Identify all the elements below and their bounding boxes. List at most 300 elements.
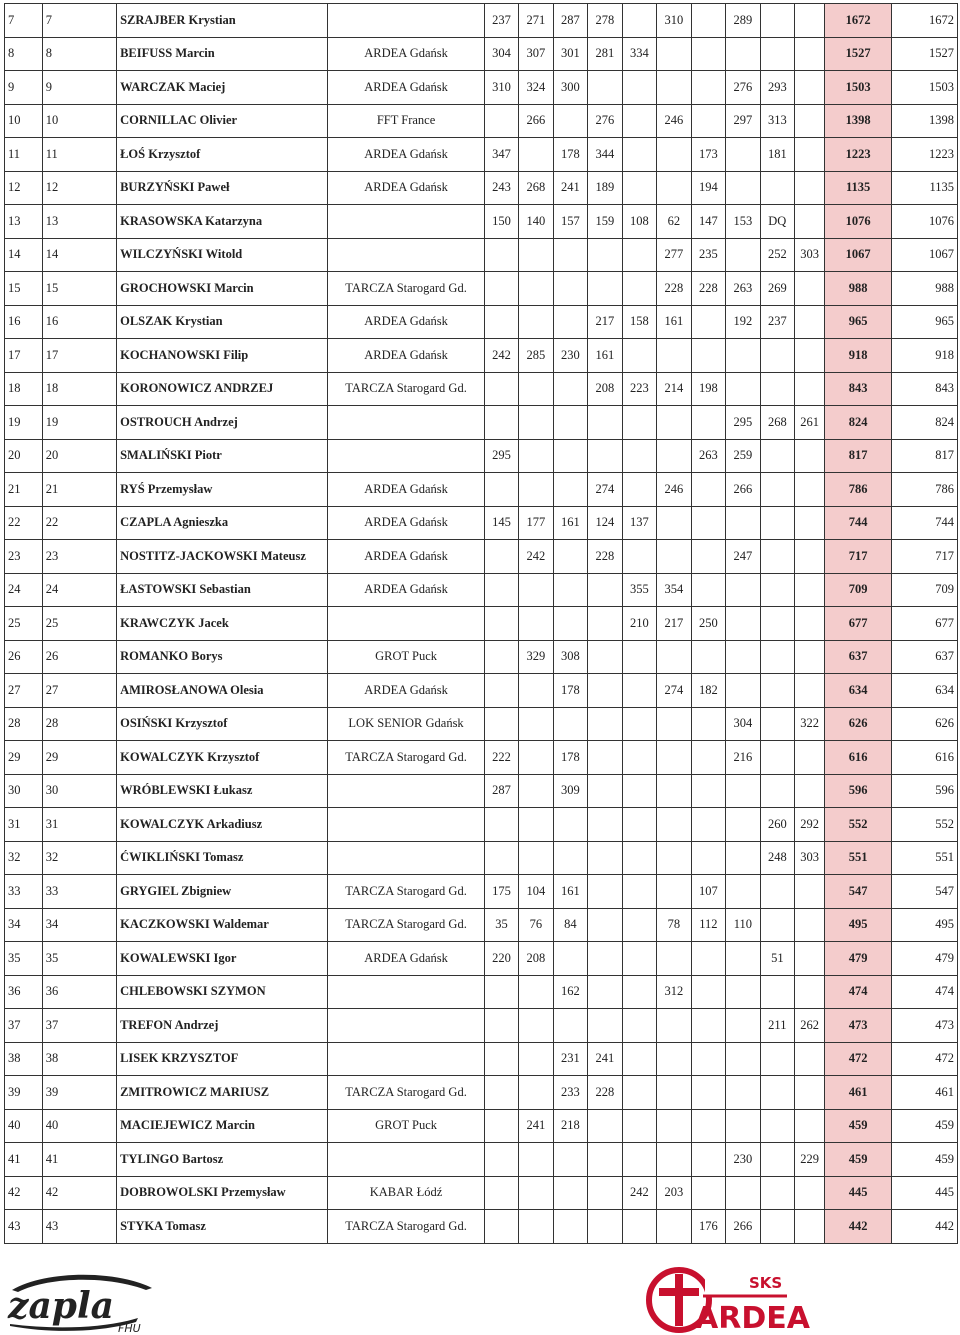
table-row	[5, 506, 958, 540]
total-cell: 442	[892, 1210, 958, 1244]
number-cell: 14	[42, 238, 116, 272]
competitor-name: CZAPLA Agnieszka	[117, 506, 328, 540]
sum-cell: 552	[825, 808, 892, 842]
score-cell	[795, 37, 825, 71]
score-cell	[795, 674, 825, 708]
score-cell: 268	[519, 171, 553, 205]
score-cell	[588, 71, 622, 105]
table-row	[5, 607, 958, 641]
svg-text:zapla: zapla	[8, 1285, 114, 1327]
score-cell	[726, 372, 760, 406]
score-cell: 276	[588, 104, 622, 138]
table-row	[5, 573, 958, 607]
score-cell	[622, 741, 656, 775]
total-cell: 988	[892, 272, 958, 306]
competitor-name: NOSTITZ-JACKOWSKI Mateusz	[117, 540, 328, 574]
score-cell	[553, 607, 587, 641]
club-cell	[328, 975, 484, 1009]
results-body	[5, 4, 958, 1244]
total-cell: 677	[892, 607, 958, 641]
sum-cell: 474	[825, 975, 892, 1009]
score-cell: 250	[691, 607, 725, 641]
score-cell: 178	[553, 138, 587, 172]
club-cell: GROT Puck	[328, 640, 484, 674]
score-cell	[622, 707, 656, 741]
score-cell: 276	[726, 71, 760, 105]
total-cell: 626	[892, 707, 958, 741]
competitor-name: DOBROWOLSKI Przemysław	[117, 1176, 328, 1210]
table-row	[5, 975, 958, 1009]
table-row	[5, 875, 958, 909]
table-row	[5, 305, 958, 339]
score-cell	[726, 1076, 760, 1110]
score-cell	[691, 942, 725, 976]
score-cell	[726, 238, 760, 272]
total-cell: 786	[892, 473, 958, 507]
score-cell	[622, 875, 656, 909]
score-cell: 210	[622, 607, 656, 641]
competitor-name: AMIROSŁANOWA Olesia	[117, 674, 328, 708]
club-cell: ARDEA Gdańsk	[328, 37, 484, 71]
score-cell	[726, 1109, 760, 1143]
score-cell	[519, 573, 553, 607]
total-cell: 552	[892, 808, 958, 842]
club-cell	[328, 1009, 484, 1043]
score-cell	[760, 707, 794, 741]
score-cell: 192	[726, 305, 760, 339]
place-cell: 25	[5, 607, 43, 641]
score-cell: 355	[622, 573, 656, 607]
score-cell: 189	[588, 171, 622, 205]
sum-cell: 918	[825, 339, 892, 373]
score-cell	[519, 707, 553, 741]
score-cell	[588, 875, 622, 909]
table-row	[5, 205, 958, 239]
score-cell	[484, 841, 518, 875]
score-cell	[657, 1076, 691, 1110]
place-cell: 36	[5, 975, 43, 1009]
table-row	[5, 1176, 958, 1210]
number-cell: 9	[42, 71, 116, 105]
score-cell	[691, 540, 725, 574]
place-cell: 15	[5, 272, 43, 306]
score-cell	[795, 540, 825, 574]
score-cell	[553, 1176, 587, 1210]
score-cell	[795, 473, 825, 507]
place-cell: 33	[5, 875, 43, 909]
score-cell	[484, 372, 518, 406]
score-cell: 277	[657, 238, 691, 272]
score-cell: 211	[760, 1009, 794, 1043]
score-cell	[519, 1143, 553, 1177]
number-cell: 36	[42, 975, 116, 1009]
score-cell	[726, 573, 760, 607]
total-cell: 596	[892, 774, 958, 808]
club-cell	[328, 774, 484, 808]
total-cell: 472	[892, 1042, 958, 1076]
club-cell: TARCZA Starogard Gd.	[328, 372, 484, 406]
place-cell: 26	[5, 640, 43, 674]
score-cell	[795, 104, 825, 138]
score-cell	[795, 1176, 825, 1210]
place-cell: 19	[5, 406, 43, 440]
place-cell: 7	[5, 4, 43, 38]
club-cell: ARDEA Gdańsk	[328, 506, 484, 540]
score-cell	[657, 506, 691, 540]
score-cell	[691, 305, 725, 339]
score-cell	[588, 908, 622, 942]
score-cell	[691, 104, 725, 138]
score-cell	[691, 573, 725, 607]
score-cell	[588, 238, 622, 272]
score-cell	[588, 439, 622, 473]
score-cell: 308	[553, 640, 587, 674]
score-cell	[657, 171, 691, 205]
score-cell	[553, 1210, 587, 1244]
score-cell: 159	[588, 205, 622, 239]
score-cell	[588, 808, 622, 842]
score-cell	[588, 942, 622, 976]
competitor-name: ĆWIKLIŃSKI Tomasz	[117, 841, 328, 875]
score-cell	[484, 573, 518, 607]
place-cell: 27	[5, 674, 43, 708]
sum-cell: 1672	[825, 4, 892, 38]
score-cell: 266	[519, 104, 553, 138]
score-cell	[657, 71, 691, 105]
number-cell: 12	[42, 171, 116, 205]
score-cell: 260	[760, 808, 794, 842]
number-cell: 29	[42, 741, 116, 775]
number-cell: 34	[42, 908, 116, 942]
competitor-name: KORONOWICZ ANDRZEJ	[117, 372, 328, 406]
number-cell: 40	[42, 1109, 116, 1143]
score-cell	[657, 808, 691, 842]
score-cell: 194	[691, 171, 725, 205]
score-cell	[588, 406, 622, 440]
score-cell	[519, 774, 553, 808]
score-cell	[726, 975, 760, 1009]
place-cell: 22	[5, 506, 43, 540]
score-cell	[726, 1176, 760, 1210]
score-cell: 178	[553, 674, 587, 708]
score-cell	[622, 908, 656, 942]
score-cell: 354	[657, 573, 691, 607]
score-cell	[519, 841, 553, 875]
number-cell: 25	[42, 607, 116, 641]
score-cell	[795, 942, 825, 976]
score-cell: 247	[726, 540, 760, 574]
competitor-name: ZMITROWICZ MARIUSZ	[117, 1076, 328, 1110]
score-cell: 84	[553, 908, 587, 942]
score-cell	[622, 640, 656, 674]
score-cell	[691, 741, 725, 775]
competitor-name: MACIEJEWICZ Marcin	[117, 1109, 328, 1143]
competitor-name: ŁOŚ Krzysztof	[117, 138, 328, 172]
score-cell	[588, 707, 622, 741]
competitor-name: SMALIŃSKI Piotr	[117, 439, 328, 473]
score-cell: 322	[795, 707, 825, 741]
score-cell	[657, 439, 691, 473]
score-cell	[726, 607, 760, 641]
score-cell: 285	[519, 339, 553, 373]
sum-cell: 596	[825, 774, 892, 808]
sum-cell: 626	[825, 707, 892, 741]
total-cell: 1398	[892, 104, 958, 138]
score-cell	[795, 4, 825, 38]
score-cell: 110	[726, 908, 760, 942]
club-cell: TARCZA Starogard Gd.	[328, 1076, 484, 1110]
score-cell: 104	[519, 875, 553, 909]
score-cell: 161	[657, 305, 691, 339]
score-cell	[760, 473, 794, 507]
score-cell	[484, 473, 518, 507]
svg-text:SKS: SKS	[749, 1274, 783, 1292]
table-row	[5, 1009, 958, 1043]
score-cell	[588, 640, 622, 674]
score-cell: 292	[795, 808, 825, 842]
total-cell: 709	[892, 573, 958, 607]
club-cell	[328, 1042, 484, 1076]
place-cell: 40	[5, 1109, 43, 1143]
club-cell: ARDEA Gdańsk	[328, 305, 484, 339]
sum-cell: 744	[825, 506, 892, 540]
place-cell: 39	[5, 1076, 43, 1110]
number-cell: 11	[42, 138, 116, 172]
score-cell	[795, 506, 825, 540]
table-row	[5, 1076, 958, 1110]
club-cell: GROT Puck	[328, 1109, 484, 1143]
table-row	[5, 1210, 958, 1244]
score-cell	[588, 573, 622, 607]
competitor-name: TYLINGO Bartosz	[117, 1143, 328, 1177]
score-cell	[691, 1176, 725, 1210]
score-cell: 161	[553, 875, 587, 909]
score-cell: 161	[588, 339, 622, 373]
sum-cell: 547	[825, 875, 892, 909]
score-cell	[519, 607, 553, 641]
sum-cell: 1135	[825, 171, 892, 205]
score-cell	[553, 573, 587, 607]
score-cell: 228	[588, 1076, 622, 1110]
competitor-name: BURZYŃSKI Paweł	[117, 171, 328, 205]
score-cell	[519, 741, 553, 775]
number-cell: 15	[42, 272, 116, 306]
score-cell	[726, 841, 760, 875]
table-row	[5, 406, 958, 440]
table-row	[5, 540, 958, 574]
sum-cell: 473	[825, 1009, 892, 1043]
score-cell: 216	[726, 741, 760, 775]
sum-cell: 965	[825, 305, 892, 339]
score-cell	[760, 4, 794, 38]
score-cell	[657, 1210, 691, 1244]
total-cell: 473	[892, 1009, 958, 1043]
score-cell	[484, 1143, 518, 1177]
number-cell: 8	[42, 37, 116, 71]
score-cell	[484, 607, 518, 641]
competitor-name: LISEK KRZYSZTOF	[117, 1042, 328, 1076]
total-cell: 461	[892, 1076, 958, 1110]
sum-cell: 677	[825, 607, 892, 641]
score-cell: 303	[795, 841, 825, 875]
score-cell	[657, 942, 691, 976]
score-cell: 62	[657, 205, 691, 239]
score-cell	[726, 138, 760, 172]
score-cell: 252	[760, 238, 794, 272]
score-cell	[657, 875, 691, 909]
score-cell	[657, 138, 691, 172]
score-cell: 300	[553, 71, 587, 105]
place-cell: 38	[5, 1042, 43, 1076]
sum-cell: 445	[825, 1176, 892, 1210]
competitor-name: GROCHOWSKI Marcin	[117, 272, 328, 306]
place-cell: 21	[5, 473, 43, 507]
place-cell: 28	[5, 707, 43, 741]
score-cell	[795, 1042, 825, 1076]
score-cell	[484, 1109, 518, 1143]
score-cell: 140	[519, 205, 553, 239]
number-cell: 27	[42, 674, 116, 708]
score-cell	[760, 741, 794, 775]
competitor-name: BEIFUSS Marcin	[117, 37, 328, 71]
score-cell: 241	[519, 1109, 553, 1143]
zapla-fhu-logo	[6, 1268, 156, 1334]
score-cell: 157	[553, 205, 587, 239]
score-cell: 112	[691, 908, 725, 942]
sum-cell: 637	[825, 640, 892, 674]
sum-cell: 988	[825, 272, 892, 306]
sum-cell: 459	[825, 1109, 892, 1143]
score-cell	[484, 707, 518, 741]
score-cell	[795, 1076, 825, 1110]
score-cell	[519, 674, 553, 708]
score-cell: 242	[484, 339, 518, 373]
place-cell: 43	[5, 1210, 43, 1244]
total-cell: 1503	[892, 71, 958, 105]
place-cell: 16	[5, 305, 43, 339]
ardea-sks-logo	[645, 1266, 810, 1335]
score-cell	[622, 674, 656, 708]
competitor-name: KACZKOWSKI Waldemar	[117, 908, 328, 942]
score-cell	[622, 406, 656, 440]
score-cell	[519, 473, 553, 507]
score-cell: 147	[691, 205, 725, 239]
place-cell: 37	[5, 1009, 43, 1043]
total-cell: 717	[892, 540, 958, 574]
score-cell: 347	[484, 138, 518, 172]
score-cell: 262	[795, 1009, 825, 1043]
score-cell	[484, 305, 518, 339]
competitor-name: KRASOWSKA Katarzyna	[117, 205, 328, 239]
score-cell: 223	[622, 372, 656, 406]
score-cell: 243	[484, 171, 518, 205]
table-row	[5, 1109, 958, 1143]
total-cell: 843	[892, 372, 958, 406]
score-cell	[622, 808, 656, 842]
competitor-name: SZRAJBER Krystian	[117, 4, 328, 38]
score-cell: 297	[726, 104, 760, 138]
table-row	[5, 238, 958, 272]
score-cell	[726, 942, 760, 976]
score-cell: 217	[657, 607, 691, 641]
score-cell	[519, 372, 553, 406]
score-cell	[726, 506, 760, 540]
table-row	[5, 1042, 958, 1076]
score-cell	[657, 841, 691, 875]
score-cell	[760, 1042, 794, 1076]
score-cell: 241	[588, 1042, 622, 1076]
number-cell: 22	[42, 506, 116, 540]
place-cell: 30	[5, 774, 43, 808]
score-cell	[657, 406, 691, 440]
table-row	[5, 71, 958, 105]
table-row	[5, 808, 958, 842]
score-cell: 304	[726, 707, 760, 741]
score-cell: 295	[484, 439, 518, 473]
club-cell	[328, 439, 484, 473]
score-cell	[588, 1143, 622, 1177]
score-cell	[760, 1176, 794, 1210]
score-cell	[691, 1042, 725, 1076]
total-cell: 1076	[892, 205, 958, 239]
number-cell: 39	[42, 1076, 116, 1110]
competitor-name: KRAWCZYK Jacek	[117, 607, 328, 641]
score-cell	[553, 1143, 587, 1177]
score-cell: 228	[657, 272, 691, 306]
number-cell: 20	[42, 439, 116, 473]
score-cell	[484, 406, 518, 440]
score-cell	[553, 272, 587, 306]
score-cell	[553, 238, 587, 272]
score-cell	[622, 4, 656, 38]
score-cell	[795, 975, 825, 1009]
score-cell: 329	[519, 640, 553, 674]
score-cell	[553, 406, 587, 440]
score-cell	[553, 841, 587, 875]
score-cell: 304	[484, 37, 518, 71]
sum-cell: 472	[825, 1042, 892, 1076]
number-cell: 19	[42, 406, 116, 440]
score-cell	[553, 1009, 587, 1043]
score-cell	[795, 573, 825, 607]
score-cell	[553, 473, 587, 507]
sum-cell: 634	[825, 674, 892, 708]
score-cell	[622, 841, 656, 875]
score-cell	[519, 138, 553, 172]
score-cell	[622, 942, 656, 976]
competitor-name: GRYGIEL Zbigniew	[117, 875, 328, 909]
score-cell	[795, 205, 825, 239]
score-cell: 310	[484, 71, 518, 105]
score-cell	[484, 1076, 518, 1110]
sum-cell: 1503	[825, 71, 892, 105]
score-cell	[795, 607, 825, 641]
number-cell: 38	[42, 1042, 116, 1076]
score-cell: 208	[588, 372, 622, 406]
score-cell: 107	[691, 875, 725, 909]
table-row	[5, 674, 958, 708]
competitor-name: ŁASTOWSKI Sebastian	[117, 573, 328, 607]
score-cell	[691, 707, 725, 741]
score-cell: 293	[760, 71, 794, 105]
score-cell: 246	[657, 473, 691, 507]
score-cell	[519, 238, 553, 272]
score-cell	[657, 1143, 691, 1177]
club-cell	[328, 808, 484, 842]
club-cell: ARDEA Gdańsk	[328, 339, 484, 373]
score-cell: 274	[588, 473, 622, 507]
score-cell	[588, 1210, 622, 1244]
